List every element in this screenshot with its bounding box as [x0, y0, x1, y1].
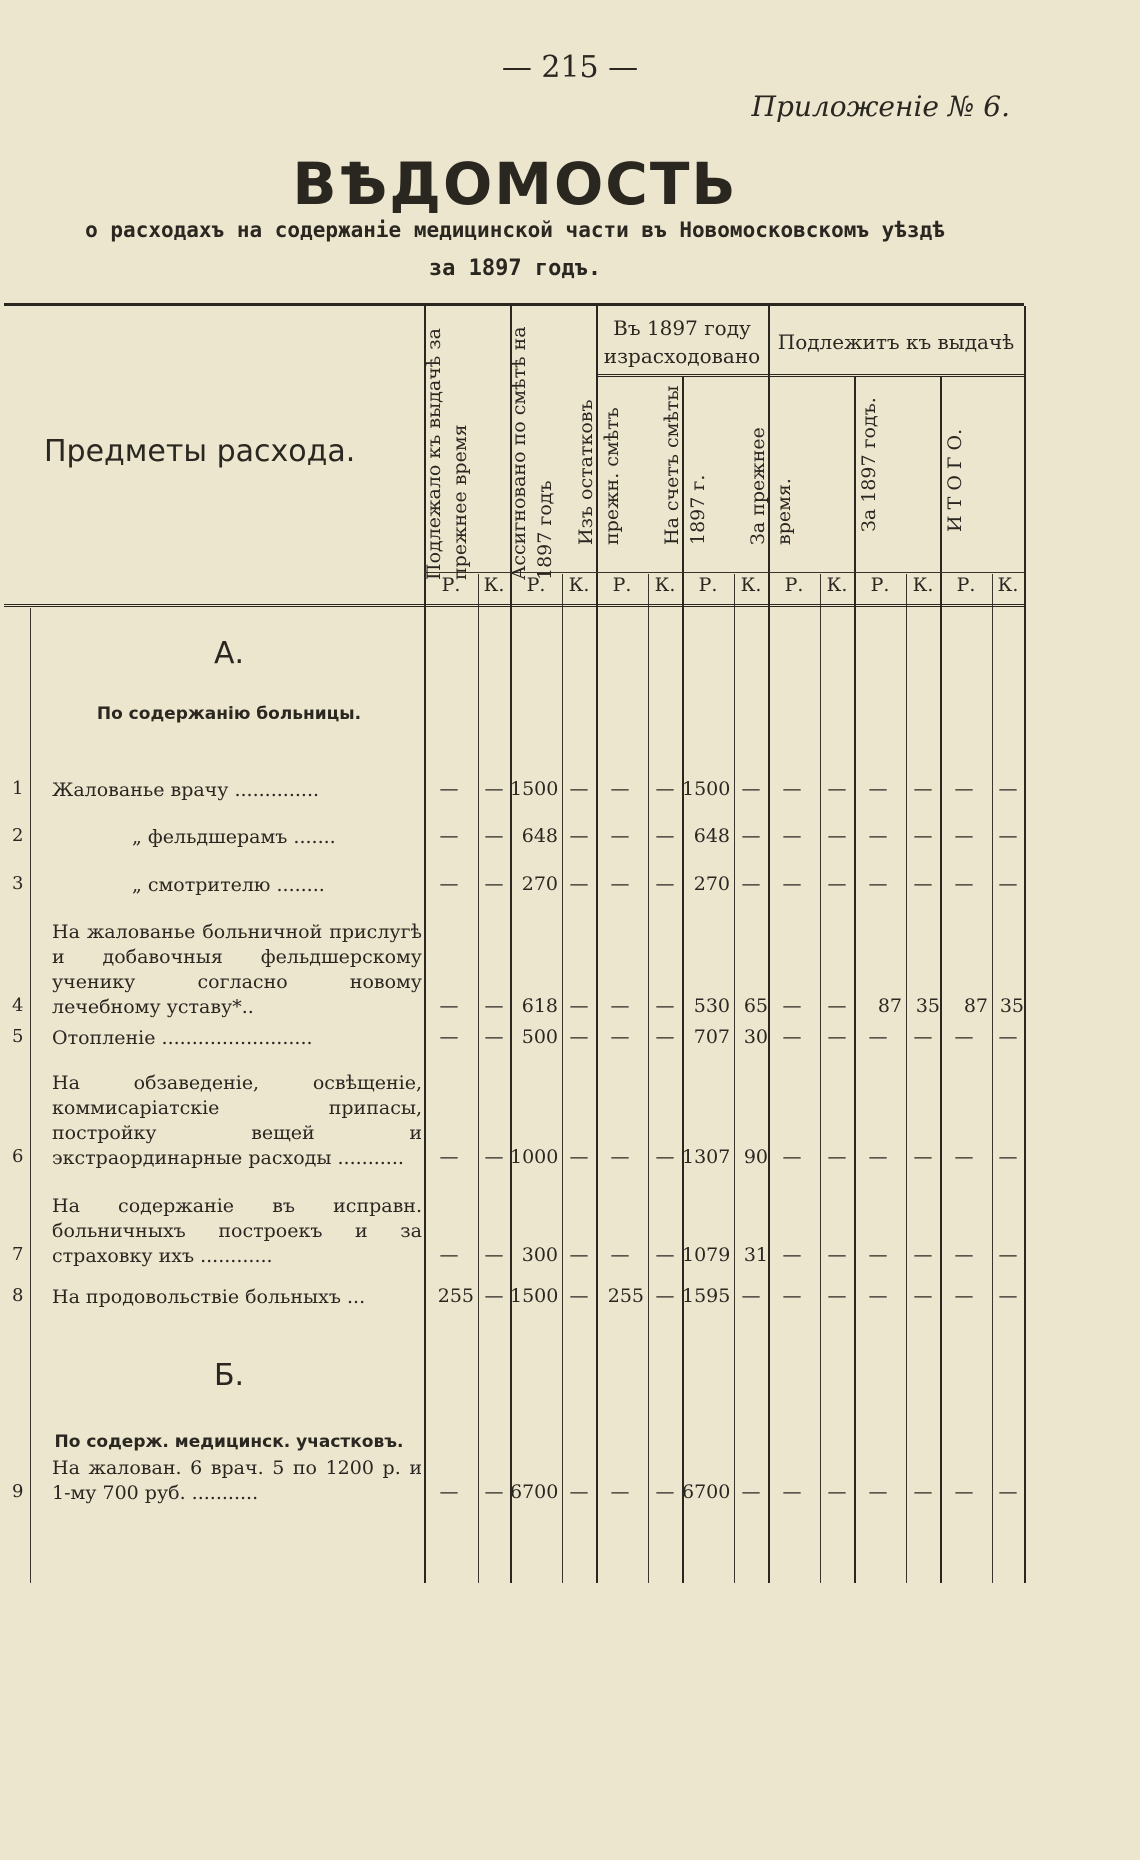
row-value: 530	[693, 995, 730, 1017]
row-number: 1	[12, 778, 24, 799]
row-value: —	[569, 825, 589, 847]
row-number: 5	[12, 1026, 24, 1047]
row-value: —	[913, 873, 933, 895]
row-value: —	[655, 1026, 675, 1048]
table-row	[4, 920, 1024, 1020]
unit-k: К.	[483, 574, 505, 596]
expense-table	[4, 303, 1024, 1583]
row-value: —	[998, 778, 1018, 800]
row-value: —	[913, 1244, 933, 1266]
row-number: 6	[12, 1146, 24, 1167]
row-value: —	[484, 1146, 504, 1168]
row-number: 2	[12, 825, 24, 846]
row-value: —	[954, 1146, 974, 1168]
unit-r: Р.	[784, 574, 804, 596]
row-value: —	[827, 1244, 847, 1266]
row-value: —	[484, 1244, 504, 1266]
table-right-border	[1024, 306, 1026, 1583]
row-value: 65	[743, 995, 768, 1017]
row-value: —	[998, 1026, 1018, 1048]
row-value: —	[569, 1244, 589, 1266]
row-value: —	[868, 1146, 888, 1168]
group-spent-header: Въ 1897 году израсходовано	[603, 316, 761, 368]
row-value: —	[741, 1285, 761, 1307]
row-number: 3	[12, 873, 24, 894]
row-value: —	[827, 995, 847, 1017]
header-bottom-rule	[4, 604, 1024, 607]
unit-r: Р.	[526, 574, 546, 596]
row-value: 1500	[510, 1285, 559, 1307]
table-row	[4, 1071, 1024, 1171]
row-value: —	[655, 1146, 675, 1168]
document-title: ВѢДОМОСТЬ	[292, 150, 738, 218]
row-value: —	[655, 1244, 675, 1266]
row-value: —	[954, 1026, 974, 1048]
row-value: —	[439, 873, 459, 895]
document-year: за 1897 годъ.	[428, 256, 602, 281]
row-value: —	[782, 1146, 802, 1168]
row-value: —	[484, 825, 504, 847]
col-due-prev-header: За прежнее время.	[747, 427, 795, 545]
unit-k: К.	[912, 574, 934, 596]
table-row	[4, 1194, 1024, 1269]
row-value: 87	[963, 995, 988, 1017]
row-description: Жалованье врачу ..............	[52, 779, 320, 801]
row-value: —	[954, 825, 974, 847]
group-due-header: Подлежитъ къ выдачѣ	[777, 330, 1015, 354]
row-value: 255	[607, 1285, 644, 1307]
row-value: —	[782, 995, 802, 1017]
table-row	[4, 1026, 1024, 1051]
row-value: —	[610, 1146, 630, 1168]
row-value: —	[655, 995, 675, 1017]
section-a-letter: А.	[213, 636, 245, 671]
row-description: На обзаведеніе, освѣщеніе, коммисаріатскіе припасы, постройку вещей и экстраординарные расходы ...........	[52, 1072, 422, 1169]
appendix-label: Приложеніе № 6.	[751, 90, 1010, 123]
row-value: —	[484, 1026, 504, 1048]
row-value: —	[610, 825, 630, 847]
row-number: 8	[12, 1285, 24, 1306]
row-value: —	[569, 1026, 589, 1048]
row-value: —	[569, 1146, 589, 1168]
row-value: —	[954, 873, 974, 895]
row-value: —	[741, 873, 761, 895]
row-value: —	[782, 873, 802, 895]
row-value: —	[439, 1146, 459, 1168]
table-row	[4, 873, 1024, 898]
unit-r: Р.	[441, 574, 461, 596]
unit-k: К.	[740, 574, 762, 596]
row-value: —	[913, 825, 933, 847]
col-due-1897-header: За 1897 годъ.	[858, 397, 880, 532]
row-value: —	[998, 873, 1018, 895]
row-value: 6700	[682, 1481, 731, 1503]
row-value: —	[484, 1481, 504, 1503]
row-value: —	[610, 778, 630, 800]
row-value: 270	[693, 873, 730, 895]
row-value: —	[484, 778, 504, 800]
row-value: —	[998, 825, 1018, 847]
col-assigned-header: Ассигновано по смѣтѣ на 1897 годъ	[508, 326, 556, 580]
row-value: —	[782, 1244, 802, 1266]
row-value: —	[868, 1481, 888, 1503]
row-value: 1595	[682, 1285, 731, 1307]
row-value: —	[827, 1146, 847, 1168]
row-value: —	[868, 1285, 888, 1307]
row-value: —	[655, 1481, 675, 1503]
row-description: „ смотрителю ........	[132, 874, 325, 896]
row-value: —	[569, 778, 589, 800]
row-value: 35	[999, 995, 1024, 1017]
row-value: —	[827, 873, 847, 895]
row-number: 7	[12, 1244, 24, 1265]
row-value: —	[782, 1481, 802, 1503]
row-value: —	[954, 1285, 974, 1307]
row-value: —	[827, 1481, 847, 1503]
row-value: 1500	[682, 778, 731, 800]
section-a-title: По содержанію больницы.	[96, 704, 362, 724]
row-number: 4	[12, 995, 24, 1016]
section-b-title: По содерж. медицинск. участковъ.	[54, 1432, 404, 1452]
row-value: —	[610, 873, 630, 895]
row-value: —	[655, 778, 675, 800]
row-value: 90	[743, 1146, 768, 1168]
row-value: —	[569, 873, 589, 895]
row-value: —	[655, 825, 675, 847]
row-value: —	[827, 825, 847, 847]
row-value: —	[868, 778, 888, 800]
row-value: 648	[693, 825, 730, 847]
row-value: —	[782, 778, 802, 800]
row-value: —	[439, 825, 459, 847]
row-value: 87	[877, 995, 902, 1017]
col-total-header: И Т О Г О.	[944, 428, 966, 532]
unit-k: К.	[654, 574, 676, 596]
row-value: —	[741, 1481, 761, 1503]
row-value: —	[569, 995, 589, 1017]
row-value: 500	[521, 1026, 558, 1048]
row-value: —	[484, 873, 504, 895]
row-description: Отопленіе .........................	[52, 1027, 313, 1049]
row-value: 270	[521, 873, 558, 895]
row-value: —	[827, 778, 847, 800]
row-value: —	[741, 778, 761, 800]
row-value: —	[655, 1285, 675, 1307]
row-value: —	[998, 1285, 1018, 1307]
unit-r: Р.	[698, 574, 718, 596]
row-value: —	[569, 1481, 589, 1503]
page-number: — 215 —	[501, 50, 639, 85]
row-value: —	[782, 1285, 802, 1307]
row-value: —	[868, 1026, 888, 1048]
row-value: —	[827, 1026, 847, 1048]
unit-r: Р.	[870, 574, 890, 596]
unit-k: К.	[997, 574, 1019, 596]
row-description: „ фельдшерамъ .......	[132, 826, 336, 848]
row-description: На жалован. 6 врач. 5 по 1200 р. и 1-му 700 руб. ...........	[52, 1457, 422, 1504]
unit-k: К.	[826, 574, 848, 596]
row-value: 30	[743, 1026, 768, 1048]
row-description: На содержаніе въ исправн. больничныхъ построекъ и за страховку ихъ ............	[52, 1195, 422, 1267]
row-value: —	[913, 1026, 933, 1048]
row-value: —	[782, 825, 802, 847]
row-value: —	[868, 825, 888, 847]
row-value: 1307	[682, 1146, 731, 1168]
row-value: —	[827, 1285, 847, 1307]
row-value: —	[913, 1285, 933, 1307]
row-value: —	[439, 995, 459, 1017]
row-value: —	[439, 778, 459, 800]
row-value: 35	[915, 995, 940, 1017]
row-value: 707	[693, 1026, 730, 1048]
row-value: 31	[743, 1244, 768, 1266]
row-description: На продовольствіе больныхъ ...	[52, 1286, 366, 1308]
row-value: —	[868, 1244, 888, 1266]
col-prev-due-header: Подлежало къ выдачѣ за прежнее время	[423, 328, 471, 580]
table-row	[4, 1456, 1024, 1506]
document-subtitle: о расходахъ на содержаніе медицинской части въ Новомосковскомъ уѣздѣ	[85, 218, 945, 242]
row-value: —	[610, 1481, 630, 1503]
row-value: 1000	[510, 1146, 559, 1168]
row-value: —	[610, 1244, 630, 1266]
row-value: —	[954, 1481, 974, 1503]
row-value: —	[868, 873, 888, 895]
table-row	[4, 825, 1024, 850]
row-value: 648	[521, 825, 558, 847]
row-value: —	[782, 1026, 802, 1048]
row-value: —	[484, 995, 504, 1017]
row-value: 1500	[510, 778, 559, 800]
unit-r: Р.	[612, 574, 632, 596]
row-value: 6700	[510, 1481, 559, 1503]
section-b-letter: Б.	[213, 1358, 245, 1393]
table-row	[4, 778, 1024, 803]
row-value: —	[954, 778, 974, 800]
row-description: На жалованье больничной прислугѣ и добавочныя фельдшерскому ученику согласно новому лечебному уставу*..	[52, 921, 422, 1018]
row-value: —	[913, 1146, 933, 1168]
row-value: —	[439, 1481, 459, 1503]
row-value: —	[913, 778, 933, 800]
row-number: 9	[12, 1481, 24, 1502]
unit-r: Р.	[956, 574, 976, 596]
row-value: —	[998, 1481, 1018, 1503]
row-value: —	[998, 1146, 1018, 1168]
unit-k: К.	[568, 574, 590, 596]
row-value: —	[741, 825, 761, 847]
table-row	[4, 1285, 1024, 1310]
row-value: —	[610, 995, 630, 1017]
col-from-remainders-header: Изъ остатковъ прежн. смѣтъ	[575, 399, 623, 545]
row-value: —	[569, 1285, 589, 1307]
row-value: —	[954, 1244, 974, 1266]
row-value: —	[655, 873, 675, 895]
subject-header: Предметы расхода.	[44, 434, 356, 469]
row-value: 618	[521, 995, 558, 1017]
row-value: —	[913, 1481, 933, 1503]
row-value: —	[439, 1026, 459, 1048]
row-value: 300	[521, 1244, 558, 1266]
row-value: 1079	[682, 1244, 731, 1266]
row-value: —	[484, 1285, 504, 1307]
row-value: 255	[437, 1285, 474, 1307]
col-on-account-header: На счетъ смѣты 1897 г.	[661, 385, 709, 545]
row-value: —	[610, 1026, 630, 1048]
row-value: —	[439, 1244, 459, 1266]
row-value: —	[998, 1244, 1018, 1266]
